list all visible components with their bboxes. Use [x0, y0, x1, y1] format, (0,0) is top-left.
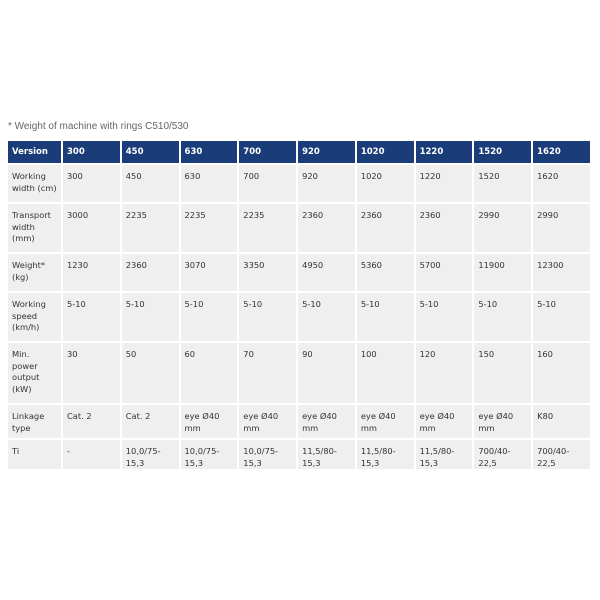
- table-cell: 2360: [298, 204, 355, 252]
- table-header-row: [8, 141, 590, 163]
- header-cell-1020: 1020: [357, 141, 414, 163]
- table-cell: 920: [298, 165, 355, 202]
- table-cell: 30: [63, 343, 120, 403]
- table-cell: eye Ø40 mm: [474, 405, 531, 438]
- table-cell: Cat. 2: [63, 405, 120, 438]
- table-cell: 120: [416, 343, 473, 403]
- specifications-table: [6, 139, 592, 471]
- table-cell: 5-10: [122, 293, 179, 341]
- table-cell: 5-10: [533, 293, 590, 341]
- table-cell: 3070: [181, 254, 238, 291]
- header-cell-630: 630: [181, 141, 238, 163]
- table-cell: 2990: [533, 204, 590, 252]
- row-label: Weight* (kg): [8, 254, 61, 291]
- table-cell: 50: [122, 343, 179, 403]
- table-cell: eye Ø40 mm: [357, 405, 414, 438]
- table-cell: 3350: [239, 254, 296, 291]
- table-cell: 2360: [122, 254, 179, 291]
- header-cell-version: Version: [8, 141, 61, 163]
- table-cell: 11,5/80-15,3: [298, 440, 355, 469]
- row-label: Working speed (km/h): [8, 293, 61, 341]
- table-cell: 11,5/80-15,3: [357, 440, 414, 469]
- row-label: Working width (cm): [8, 165, 61, 202]
- table-cell: 1520: [474, 165, 531, 202]
- table-cell: 12300: [533, 254, 590, 291]
- table-row: [8, 204, 590, 252]
- table-cell: 100: [357, 343, 414, 403]
- header-cell-300: 300: [63, 141, 120, 163]
- table-cell: -: [63, 440, 120, 469]
- table-cell: 10,0/75-15,3: [181, 440, 238, 469]
- table-cell: 10,0/75-15,3: [122, 440, 179, 469]
- table-cell: 1620: [533, 165, 590, 202]
- table-cell: 5-10: [181, 293, 238, 341]
- table-cell: 1220: [416, 165, 473, 202]
- header-cell-450: 450: [122, 141, 179, 163]
- weight-footnote: * Weight of machine with rings C510/530: [8, 121, 189, 132]
- table-row: [8, 405, 590, 438]
- table-cell: eye Ø40 mm: [181, 405, 238, 438]
- table-row: [8, 165, 590, 202]
- table-cell: 2235: [122, 204, 179, 252]
- table-cell: 1020: [357, 165, 414, 202]
- table-cell: 450: [122, 165, 179, 202]
- table-cell: 300: [63, 165, 120, 202]
- table-cell: 2990: [474, 204, 531, 252]
- table-cell: 5-10: [239, 293, 296, 341]
- table-cell: 10,0/75-15,3: [239, 440, 296, 469]
- table-cell: 700: [239, 165, 296, 202]
- header-cell-700: 700: [239, 141, 296, 163]
- header-cell-1620: 1620: [533, 141, 590, 163]
- table-cell: 11,5/80-15,3: [416, 440, 473, 469]
- row-label: Linkage type: [8, 405, 61, 438]
- table-cell: 3000: [63, 204, 120, 252]
- table-cell: 2360: [416, 204, 473, 252]
- header-cell-1220: 1220: [416, 141, 473, 163]
- table-cell: 4950: [298, 254, 355, 291]
- header-cell-1520: 1520: [474, 141, 531, 163]
- table-cell: eye Ø40 mm: [416, 405, 473, 438]
- table-row: [8, 440, 590, 469]
- row-label: Ti: [8, 440, 61, 469]
- table-cell: 1230: [63, 254, 120, 291]
- table-cell: 60: [181, 343, 238, 403]
- table-cell: 5360: [357, 254, 414, 291]
- table-row: [8, 343, 590, 403]
- table-cell: 5-10: [357, 293, 414, 341]
- table-cell: 160: [533, 343, 590, 403]
- table-cell: Cat. 2: [122, 405, 179, 438]
- table-cell: eye Ø40 mm: [298, 405, 355, 438]
- table-cell: 90: [298, 343, 355, 403]
- table-cell: 630: [181, 165, 238, 202]
- table-cell: 5700: [416, 254, 473, 291]
- table-row: [8, 293, 590, 341]
- table-cell: 11900: [474, 254, 531, 291]
- table-row: [8, 254, 590, 291]
- table-cell: 70: [239, 343, 296, 403]
- table-cell: K80: [533, 405, 590, 438]
- table-cell: 5-10: [474, 293, 531, 341]
- header-cell-920: 920: [298, 141, 355, 163]
- table-cell: 5-10: [63, 293, 120, 341]
- table-cell: 2235: [239, 204, 296, 252]
- table-cell: eye Ø40 mm: [239, 405, 296, 438]
- row-label: Min. power output (kW): [8, 343, 61, 403]
- table-cell: 5-10: [298, 293, 355, 341]
- table-cell: 700/40-22,5: [474, 440, 531, 469]
- table-cell: 150: [474, 343, 531, 403]
- table-cell: 2235: [181, 204, 238, 252]
- table-cell: 2360: [357, 204, 414, 252]
- row-label: Transport width (mm): [8, 204, 61, 252]
- table-cell: 5-10: [416, 293, 473, 341]
- table-cell: 700/40-22,5: [533, 440, 590, 469]
